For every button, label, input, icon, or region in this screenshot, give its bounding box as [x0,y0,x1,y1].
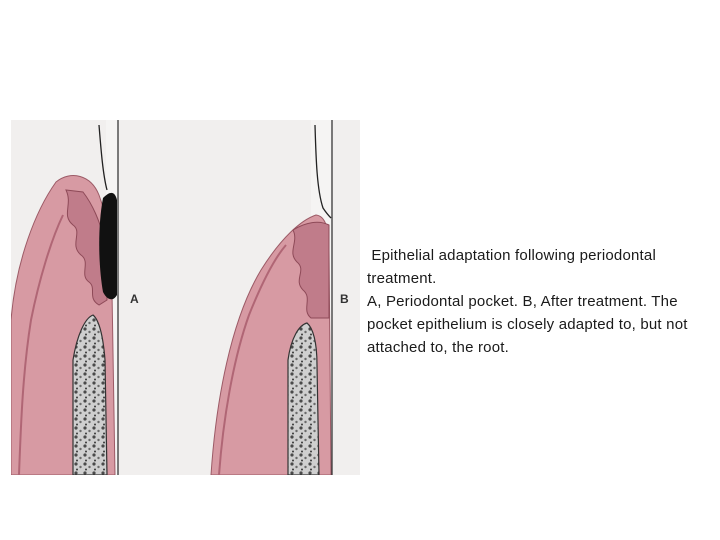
panel-a-pocket [99,193,117,299]
caption-line-1: Epithelial adaptation following periodontal treatment. [367,247,661,287]
panel-b-label: B [340,292,349,306]
panel-a [11,120,139,475]
panel-a-bone [73,315,107,475]
panel-b [211,120,349,475]
panel-b-bone [288,323,319,475]
diagram-figure [11,120,360,475]
panel-a-label: A [130,292,139,306]
figure-caption [367,244,712,359]
caption-line-2: A, Periodontal pocket. B, After treatment. The pocket epithelium is closely adapted to, but not attached to, the root. [367,293,692,356]
periodontal-illustration [11,120,360,475]
